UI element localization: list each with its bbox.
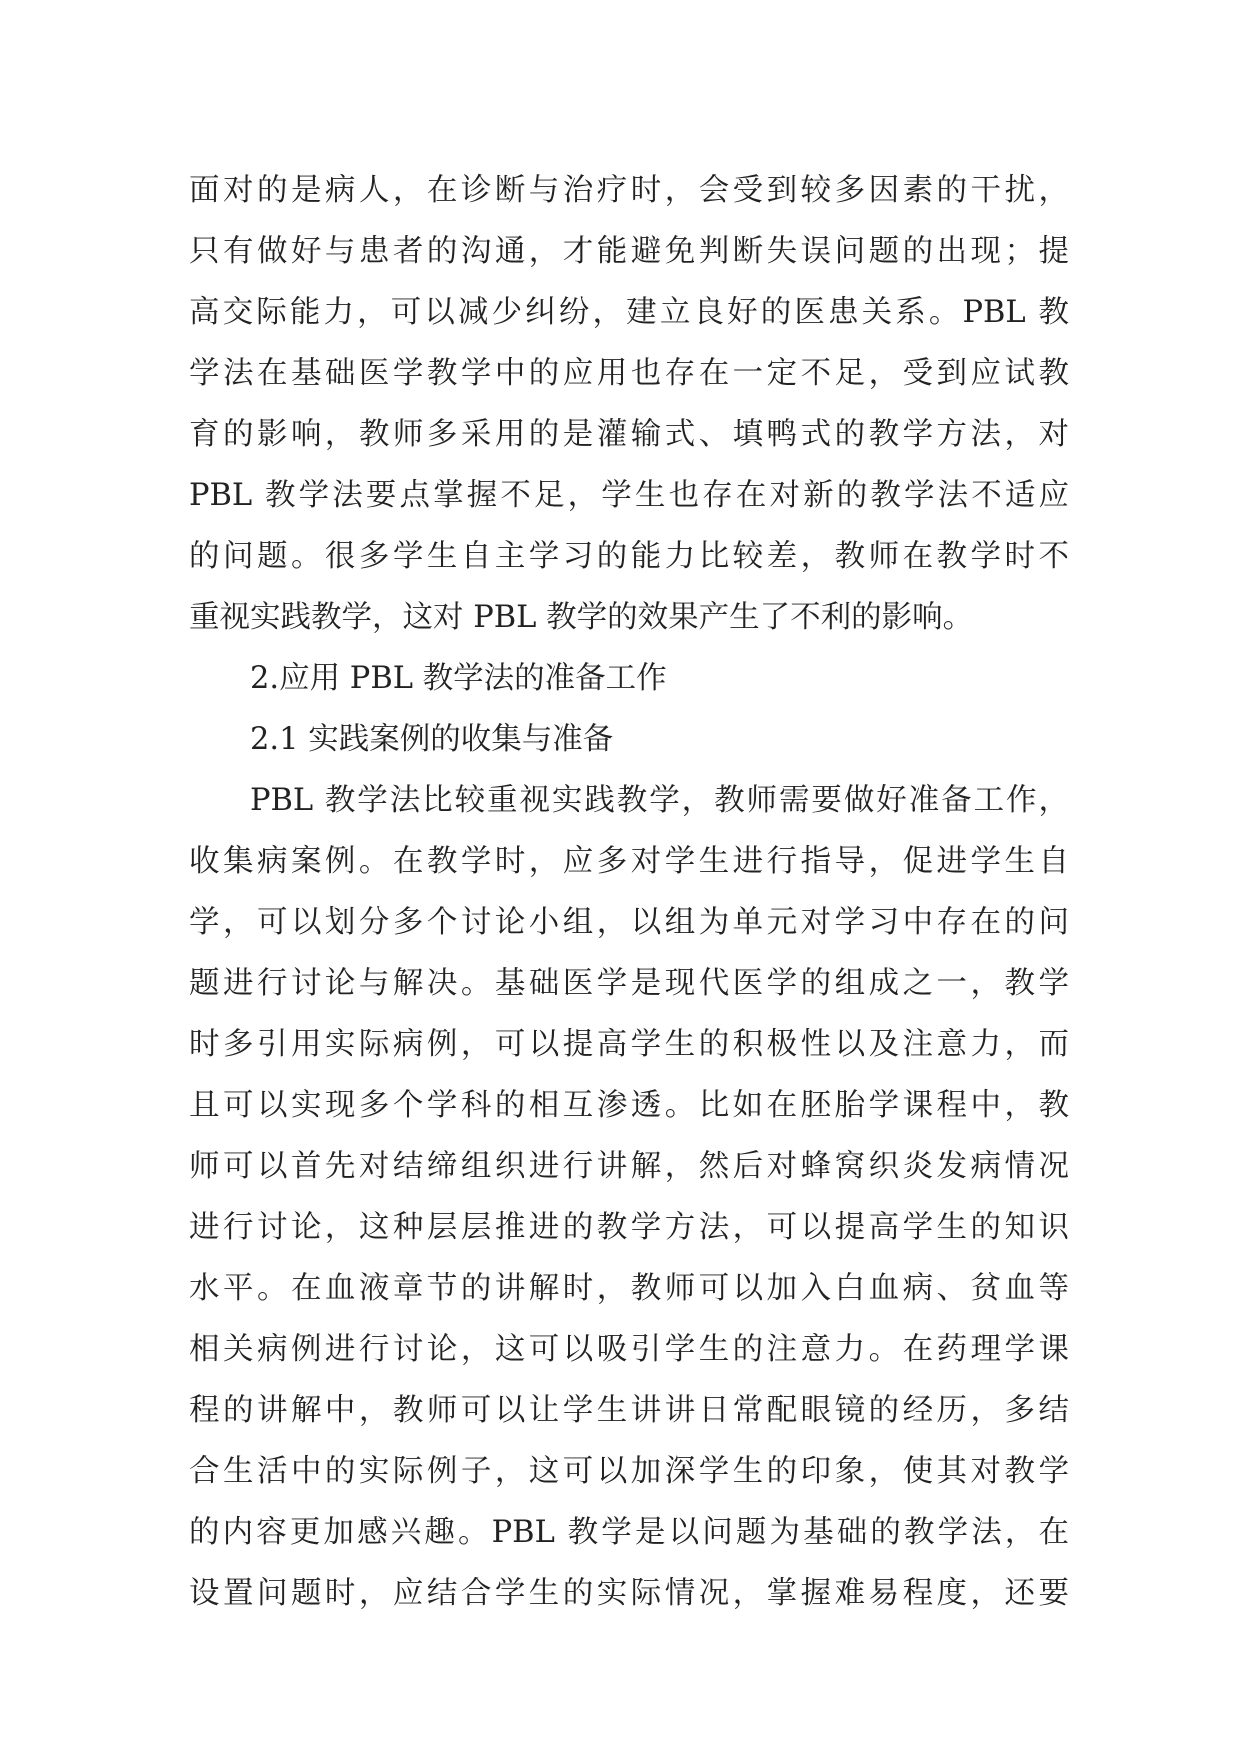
text-line: 进行讨论，这种层层推进的教学方法，可以提高学生的知识 xyxy=(189,1210,1069,1245)
subsection-heading: 2.1 实践案例的收集与准备 xyxy=(250,722,614,757)
text-line: PBL 教学法比较重视实践教学，教师需要做好准备工作， xyxy=(250,783,1069,818)
text-line: 收集病案例。在教学时，应多对学生进行指导，促进学生自 xyxy=(189,844,1069,879)
text-line: 学法在基础医学教学中的应用也存在一定不足，受到应试教 xyxy=(189,356,1069,391)
text-line: 水平。在血液章节的讲解时，教师可以加入白血病、贫血等 xyxy=(189,1271,1069,1306)
text-line: 相关病例进行讨论，这可以吸引学生的注意力。在药理学课 xyxy=(189,1332,1069,1367)
section-heading: 2.应用 PBL 教学法的准备工作 xyxy=(250,661,667,696)
text-line: 程的讲解中，教师可以让学生讲讲日常配眼镜的经历，多结 xyxy=(189,1393,1069,1428)
text-line: 的问题。很多学生自主学习的能力比较差，教师在教学时不 xyxy=(189,539,1069,574)
text-line: 合生活中的实际例子，这可以加深学生的印象，使其对教学 xyxy=(189,1454,1069,1489)
text-line: 学，可以划分多个讨论小组，以组为单元对学习中存在的问 xyxy=(189,905,1069,940)
text-line: 的内容更加感兴趣。PBL 教学是以问题为基础的教学法，在 xyxy=(189,1515,1069,1550)
text-line: 只有做好与患者的沟通，才能避免判断失误问题的出现；提 xyxy=(189,234,1069,269)
text-line: PBL 教学法要点掌握不足，学生也存在对新的教学法不适应 xyxy=(189,478,1069,513)
text-line: 且可以实现多个学科的相互渗透。比如在胚胎学课程中，教 xyxy=(189,1088,1069,1123)
text-line: 时多引用实际病例，可以提高学生的积极性以及注意力，而 xyxy=(189,1027,1069,1062)
text-line: 高交际能力，可以减少纠纷，建立良好的医患关系。PBL 教 xyxy=(189,295,1069,330)
text-line: 师可以首先对结缔组织进行讲解，然后对蜂窝织炎发病情况 xyxy=(189,1149,1069,1184)
text-line: 设置问题时，应结合学生的实际情况，掌握难易程度，还要 xyxy=(189,1576,1069,1611)
text-line: 育的影响，教师多采用的是灌输式、填鸭式的教学方法，对 xyxy=(189,417,1069,452)
body-text xyxy=(189,160,1069,1624)
text-line: 重视实践教学，这对 PBL 教学的效果产生了不利的影响。 xyxy=(189,600,974,635)
text-line: 题进行讨论与解决。基础医学是现代医学的组成之一，教学 xyxy=(189,966,1069,1001)
text-line: 面对的是病人，在诊断与治疗时，会受到较多因素的干扰， xyxy=(189,173,1069,208)
